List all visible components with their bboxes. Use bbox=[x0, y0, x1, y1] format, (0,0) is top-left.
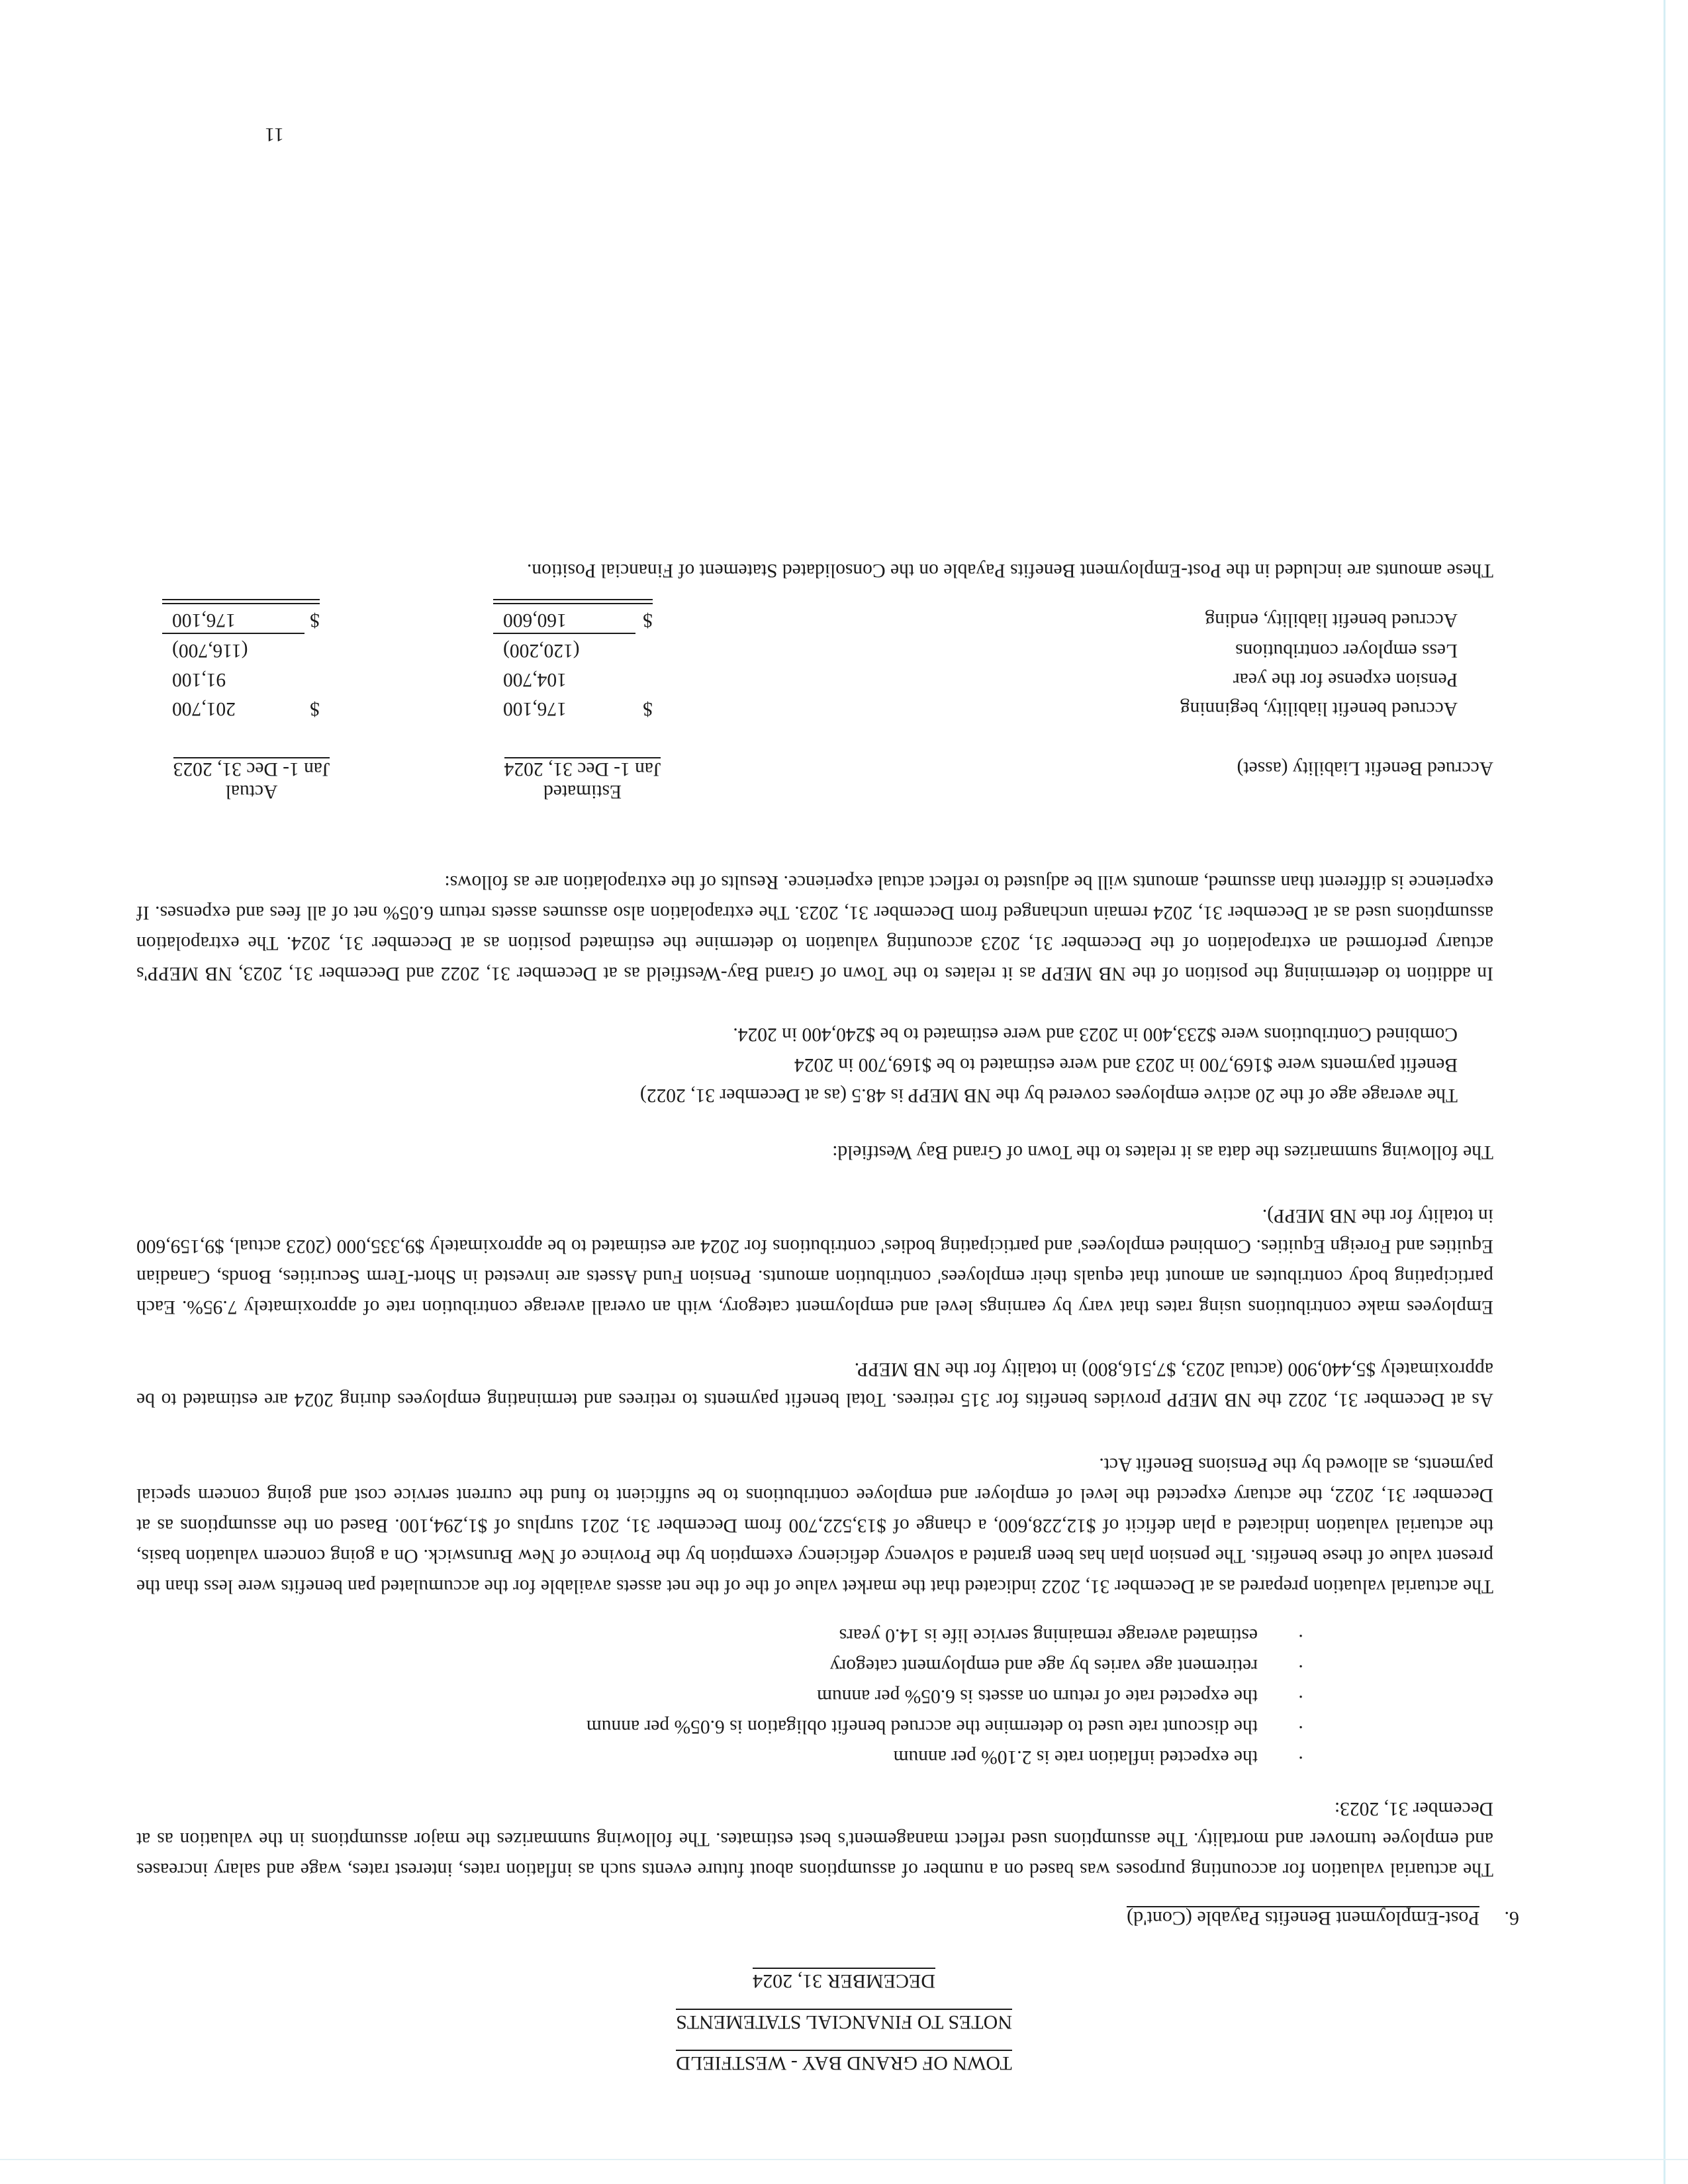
paragraph-summary-intro: The following summarizes the data as it relates to the Town of Grand Bay Westfield: bbox=[832, 1142, 1493, 1163]
subtotal-rule bbox=[162, 633, 305, 634]
section-number: 6. bbox=[1504, 1907, 1519, 1929]
value-2024: 104,700 bbox=[503, 669, 567, 690]
summary-line: Combined Contributions were $233,400 in 2023 and were estimated to be $240,400 in 2024. bbox=[733, 1024, 1458, 1045]
value-2023: (116,700) bbox=[172, 640, 248, 661]
paragraph-actuarial-valuation: The actuarial valuation prepared as at December 31, 2022 indicated that the market value of the of the net assets available for the accumulated pan benefits were less than the present value of these benefits. The pension plan has been granted a solvency deficiency exemption by the Province of New Brunswick. On a going concern valuation basis, the actuarial valuation indicated a plan deficit of $12,228,600, a change of $13,522,700 from December 31, 2021 surplus of $1,294,100. Based on the assumptions as at December 31, 2022, the actuary expected the level of employer and employee contributions to be sufficient to fund the current service cost and going concern special payments, as allowed by the Pensions Benefit Act. bbox=[136, 1454, 1493, 1597]
currency-symbol: $ bbox=[643, 698, 653, 719]
total-double-rule bbox=[162, 599, 320, 604]
assumption-item: · estimated average remaining service life is 14.0 years bbox=[586, 1620, 1304, 1651]
subtotal-rule bbox=[493, 633, 635, 634]
scan-edge-left bbox=[1664, 0, 1665, 2184]
table-row bbox=[136, 600, 1493, 631]
paragraph-extrapolation: In addition to determining the position of the NB MEPP as it relates to the Town of Grand Bay-Westfield as at December 31, 2022 and December 31, 2023, NB MEPP's actuary performed an extrapolation of the December 31, 2023 accounting valuation to determine the estimated position as at December 31, 2024. The extrapolation assumptions used as at December 31, 2024 remain unchanged from December 31, 2023. The extrapolation also assumes assets return 6.05% net of all fees and expenses. If experience is different than assumed, amounts will be adjusted to reflect actual experience. Results of the extrapolation are as follows: bbox=[136, 872, 1493, 984]
section-title bbox=[1127, 1907, 1519, 1929]
summary-line: Benefit payments were $169,700 in 2023 and were estimated to be $169,700 in 2024 bbox=[794, 1054, 1458, 1075]
table-row bbox=[136, 689, 1493, 719]
paragraph-retirees: As at December 31, 2022 the NB MEPP provides benefits for 315 retirees. Total benefit payments to retirees and terminating employees during 2024 are estimated to be approximately $5,440,900 (actual 2023, $7,516,800) in totality for the NB MEPP. bbox=[136, 1359, 1493, 1410]
row-label: Accrued benefit liability, ending bbox=[1205, 610, 1458, 631]
currency-symbol: $ bbox=[310, 610, 320, 631]
table-title: Accrued Benefit Liability (asset) bbox=[1237, 758, 1493, 779]
assumption-item: · retirement age varies by age and employment category bbox=[586, 1651, 1304, 1681]
summary-block bbox=[640, 1019, 1458, 1111]
assumption-item: · the expected rate of return on assets is 6.05% per annum bbox=[586, 1681, 1304, 1711]
currency-symbol: $ bbox=[310, 698, 320, 719]
table-row bbox=[136, 631, 1493, 661]
value-2024: 176,100 bbox=[503, 698, 567, 719]
header-org: TOWN OF GRAND BAY - WESTFIELD bbox=[0, 2051, 1688, 2075]
column-header-2024: Estimated Jan 1- Dec 31, 2024 bbox=[504, 758, 661, 802]
row-label: Less employer contributions bbox=[1235, 640, 1458, 661]
assumptions-list bbox=[586, 1620, 1304, 1772]
total-double-rule bbox=[493, 599, 653, 604]
value-2023: 176,100 bbox=[172, 610, 236, 631]
value-2023: 91,100 bbox=[172, 669, 226, 690]
section-heading: Post-Employment Benefits Payable (Cont'd) bbox=[1127, 1907, 1479, 1929]
value-2024: 160,600 bbox=[503, 610, 567, 631]
value-2024: (120,200) bbox=[503, 640, 580, 661]
paragraph-contributions: Employees make contributions using rates that vary by earnings level and employment category, with an overall average contribution rate of approximately 7.95%. Each participating body contributes an amount that equals their employees' contribution amounts. Pension Fund Assets are invested in Short-Term Securities, Bonds, Canadian Equities and Foreign Equities. Combined employees' and participating bodies' contributions for 2024 are estimated to be approximately $9,335,000 (2023 actual, $9,159,600 in totality for the NB MEPP). bbox=[136, 1205, 1493, 1318]
assumption-item: · the discount rate used to determine the accrued benefit obligation is 6.05% per annum bbox=[586, 1711, 1304, 1742]
row-label: Accrued benefit liability, beginning bbox=[1180, 698, 1458, 719]
value-2023: 201,700 bbox=[172, 698, 236, 719]
footnote: These amounts are included in the Post-Employment Benefits Payable on the Consolidated Statement of Financial Position. bbox=[527, 560, 1493, 581]
row-label: Pension expense for the year bbox=[1233, 669, 1458, 690]
header-doc: NOTES TO FINANCIAL STATEMENTS bbox=[0, 2010, 1688, 2034]
scan-edge-top bbox=[0, 2159, 1688, 2160]
column-header-2023: Actual Jan 1- Dec 31, 2023 bbox=[173, 758, 330, 802]
currency-symbol: $ bbox=[643, 610, 653, 631]
header-date: DECEMBER 31, 2024 bbox=[0, 1969, 1688, 1993]
paragraph-assumptions-intro: The actuarial valuation for accounting purposes was based on a number of assumptions about future events such as inflation rates, interest rates, wage and salary increases and employee turnover and mortality. The assumptions used reflect management's best estimates. The following summarizes the major assumptions in the valuation as at December 31, 2023: bbox=[136, 1798, 1493, 1880]
table-row bbox=[136, 660, 1493, 690]
page-number: 11 bbox=[265, 124, 284, 146]
summary-line: The average age of the 20 active employees covered by the NB MEPP is 48.5 (as at December 31, 2022) bbox=[639, 1085, 1458, 1106]
assumption-item: · the expected inflation rate is 2.10% per annum bbox=[586, 1742, 1304, 1772]
